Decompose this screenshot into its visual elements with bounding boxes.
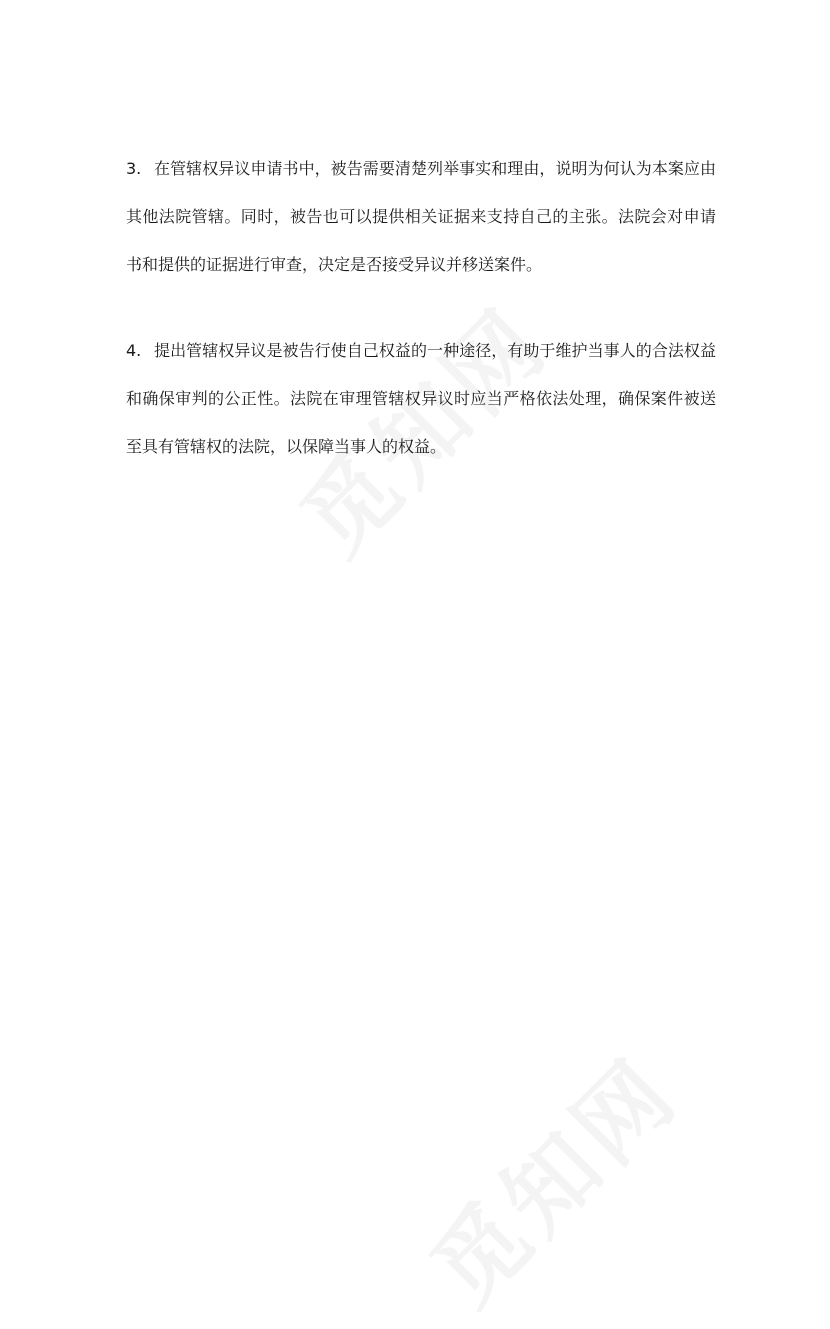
document-body: [126, 145, 716, 471]
paragraph-4: [126, 327, 716, 471]
paragraph-number: 3.: [126, 159, 142, 178]
watermark: [397, 1023, 702, 1328]
paragraph-text: 提出管辖权异议是被告行使自己权益的一种途径，有助于维护当事人的合法权益和确保审判的公正性。法院在审理管辖权异议时应当严格依法处理，确保案件被送至具有管辖权的法院，以保障当事人的权益。: [126, 341, 716, 456]
paragraph-text: 在管辖权异议申请书中，被告需要清楚列举事实和理由，说明为何认为本案应由其他法院管辖。同时，被告也可以提供相关证据来支持自己的主张。法院会对申请书和提供的证据进行审查，决定是否接受异议并移送案件。: [126, 159, 716, 274]
paragraph-number: 4.: [126, 341, 142, 360]
paragraph-3: [126, 145, 716, 289]
